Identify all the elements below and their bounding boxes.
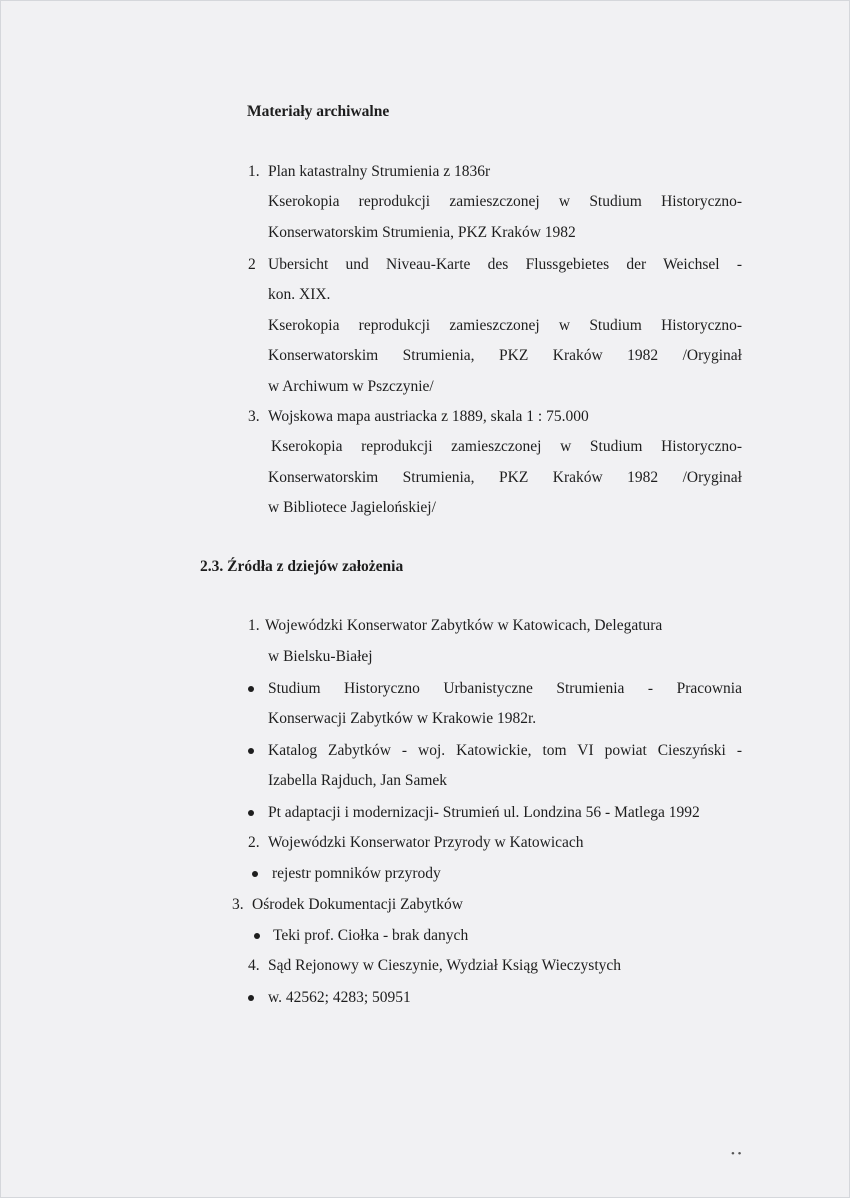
bullet-icon (248, 748, 254, 754)
bullet-item: Katalog Zabytków - woj. Katowickie, tom VI powiat Cieszyński - (268, 742, 742, 759)
list-item-title: Wojewódzki Konserwator Zabytków w Katowicach, Delegatura (265, 617, 663, 634)
list-item-desc: w Archiwum w Pszczynie/ (268, 378, 434, 395)
list-item-desc: w Bibliotece Jagielońskiej/ (268, 499, 436, 516)
list-item-title: Sąd Rejonowy w Cieszynie, Wydział Ksiąg Wieczystych (268, 957, 622, 974)
list-item-desc: Kserokopia reprodukcji zamieszczonej w Studium Historyczno- (268, 193, 742, 210)
list-number: 1. (248, 163, 260, 180)
list-number: 2 (248, 256, 256, 273)
bullet-icon (248, 995, 254, 1001)
list-item-desc: Konserwatorskim Strumienia, PKZ Kraków 1982 (268, 224, 576, 241)
list-item-title: Ośrodek Dokumentacji Zabytków (252, 896, 463, 913)
list-item-title: Plan katastralny Strumienia z 1836r (268, 163, 491, 180)
bullet-icon (252, 871, 258, 877)
list-item-title: w Bielsku-Białej (268, 648, 373, 665)
list-number: 4. (248, 957, 260, 974)
list-item-title: kon. XIX. (268, 286, 331, 303)
list-number: 1. (248, 617, 260, 634)
bullet-item: Teki prof. Ciołka - brak danych (273, 927, 469, 944)
bullet-item: Izabella Rajduch, Jan Samek (268, 772, 448, 789)
section-heading-sources: 2.3. Źródła z dziejów założenia (200, 558, 404, 575)
section-heading-archival: Materiały archiwalne (247, 103, 390, 120)
page-marks: • • (731, 1148, 742, 1160)
list-item-desc: Konserwatorskim Strumienia, PKZ Kraków 1982 /Oryginał (268, 347, 742, 364)
bullet-icon (248, 686, 254, 692)
list-number: 3. (232, 896, 244, 913)
bullet-icon (248, 810, 254, 816)
list-item-desc: Kserokopia reprodukcji zamieszczonej w Studium Historyczno- (268, 317, 742, 334)
bullet-item: w. 42562; 4283; 50951 (268, 989, 411, 1006)
list-item-title: Ubersicht und Niveau-Karte des Flussgebietes der Weichsel - (268, 256, 742, 273)
bullet-item: Studium Historyczno Urbanistyczne Strumienia - Pracownia (268, 680, 742, 697)
bullet-item: Pt adaptacji i modernizacji- Strumień ul. Londzina 56 - Matlega 1992 (268, 804, 700, 821)
list-number: 2. (248, 834, 260, 851)
list-item-title: Wojewódzki Konserwator Przyrody w Katowicach (268, 834, 584, 851)
list-number: 3. (248, 408, 260, 425)
bullet-icon (254, 933, 260, 939)
bullet-item: rejestr pomników przyrody (272, 865, 441, 882)
list-item-title: Wojskowa mapa austriacka z 1889, skala 1 : 75.000 (268, 408, 589, 425)
list-item-desc: Kserokopia reprodukcji zamieszczonej w Studium Historyczno- (271, 438, 742, 455)
bullet-item: Konserwacji Zabytków w Krakowie 1982r. (268, 710, 537, 727)
list-item-desc: Konserwatorskim Strumienia, PKZ Kraków 1982 /Oryginał (268, 469, 742, 486)
